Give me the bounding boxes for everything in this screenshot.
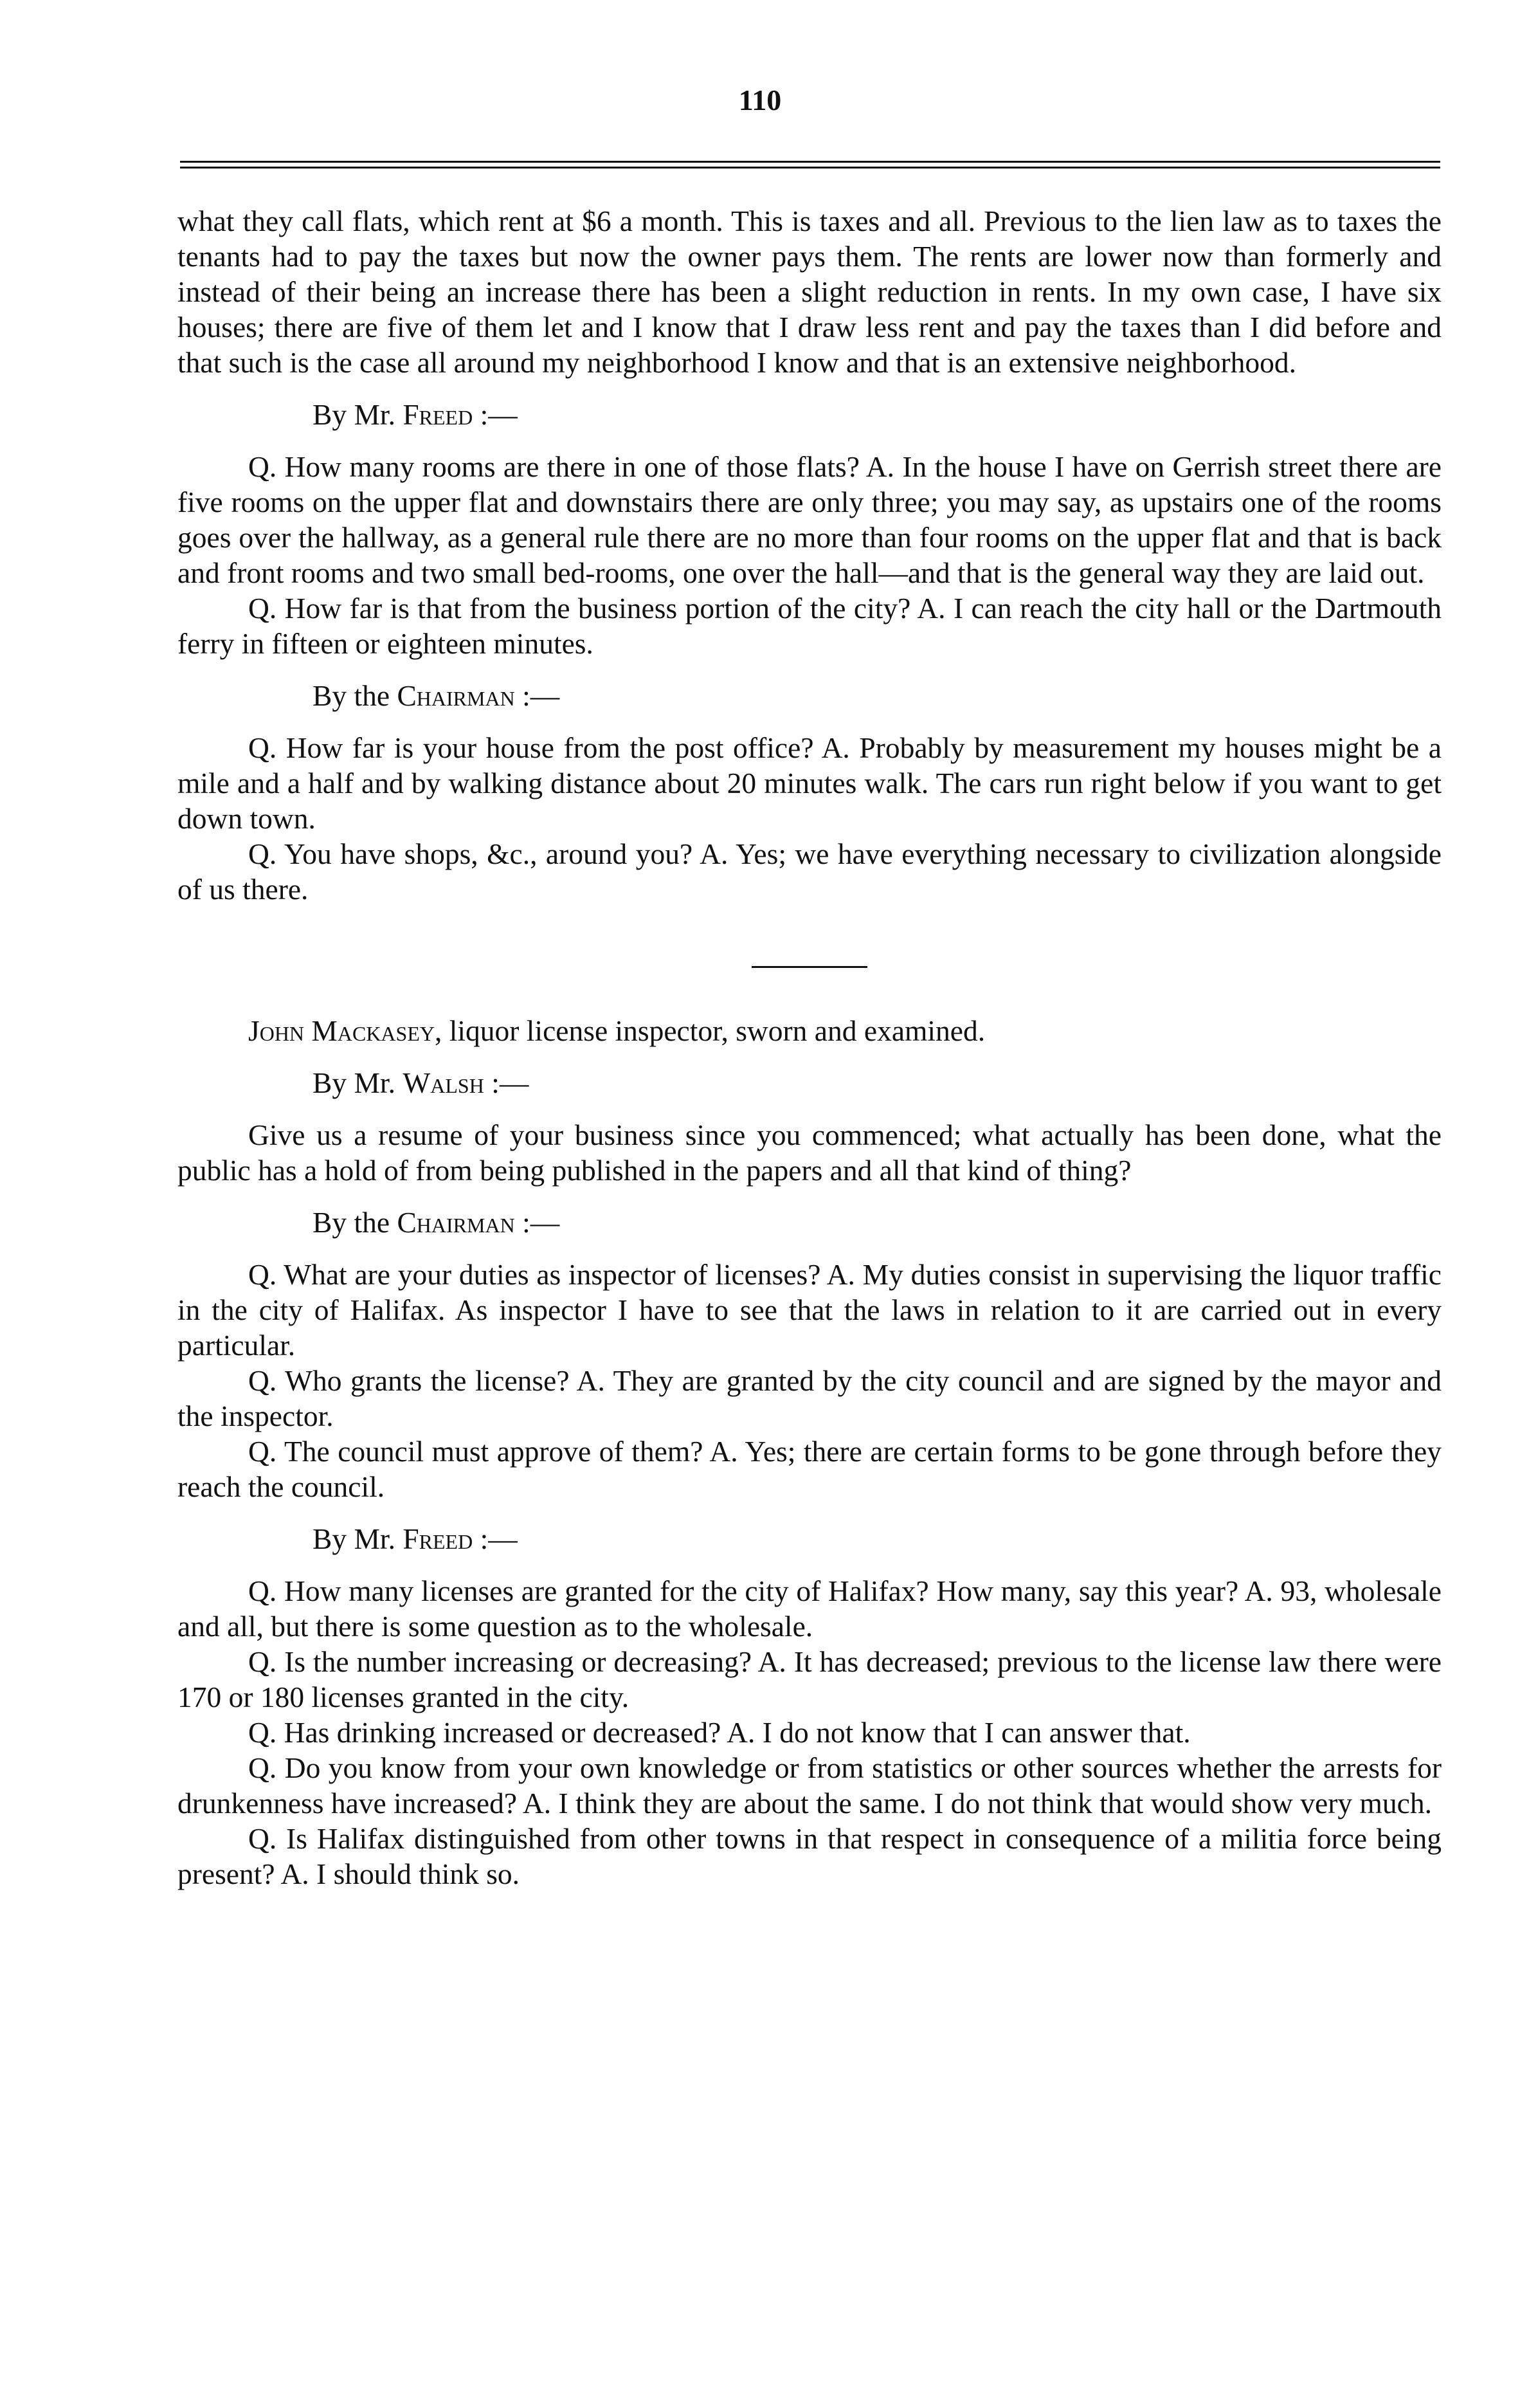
speaker-suffix: :— (473, 1522, 518, 1555)
speaker-suffix: :— (473, 398, 518, 431)
speaker-prefix: By the (312, 679, 397, 712)
qa-paragraph: Q. How far is your house from the post office? A. Probably by measurement my houses might be a mile and a half and by walking distance about 20 minutes walk. The cars run right below if you want to get down town. (177, 731, 1442, 835)
header-double-rule (180, 161, 1440, 169)
speaker-name: Walsh (403, 1066, 484, 1099)
witness-description: , liquor license inspector, sworn and examined. (435, 1014, 986, 1047)
qa-paragraph: Q. Do you know from your own knowledge or from statistics or other sources whether the arrests for drunkenness have increased? A. I think they are about the same. I do not think that would show very much. (177, 1751, 1442, 1820)
speaker-suffix: :— (514, 1206, 560, 1239)
speaker-heading-chairman (177, 1205, 1442, 1240)
speaker-heading-freed (177, 397, 1442, 432)
qa-paragraph: Q. Is the number increasing or decreasing? A. It has decreased; previous to the license law there were 170 or 180 licenses granted in the city. (177, 1645, 1442, 1713)
speaker-prefix: By Mr. (312, 398, 403, 431)
section-divider (752, 966, 867, 968)
qa-paragraph: Q. You have shops, &c., around you? A. Yes; we have everything necessary to civilization alongside of us there. (177, 837, 1442, 906)
speaker-name: Chairman (397, 1206, 515, 1239)
qa-paragraph: Q. How many rooms are there in one of those flats? A. In the house I have on Gerrish street there are five rooms on the upper flat and downstairs there are only three; you may say, as upstairs one of the rooms goes over the hallway, as a general rule there are no more than four rooms on the upper flat and that is back and front rooms and two small bed-rooms, one over the hall—and that is the general way they are laid out. (177, 450, 1442, 589)
speaker-heading-freed (177, 1521, 1442, 1556)
speaker-heading-walsh (177, 1065, 1442, 1100)
speaker-suffix: :— (514, 679, 560, 712)
speaker-name: Freed (403, 1522, 473, 1555)
witness-line (177, 1013, 1442, 1048)
speaker-suffix: :— (484, 1066, 529, 1099)
speaker-heading-chairman (177, 678, 1442, 713)
qa-paragraph: Q. What are your duties as inspector of licenses? A. My duties consist in supervising the liquor traffic in the city of Halifax. As inspector I have to see that the laws in relation to it are carried out in every particular. (177, 1258, 1442, 1362)
qa-paragraph: Q. How many licenses are granted for the city of Halifax? How many, say this year? A. 93, wholesale and all, but there is some question as to the wholesale. (177, 1574, 1442, 1643)
qa-paragraph: Q. Who grants the license? A. They are granted by the city council and are signed by the mayor and the inspector. (177, 1364, 1442, 1432)
speaker-prefix: By Mr. (312, 1066, 403, 1099)
speaker-prefix: By the (312, 1206, 397, 1239)
body-text (177, 203, 1442, 1892)
qa-paragraph: Q. Has drinking increased or decreased? A. I do not know that I can answer that. (248, 1716, 1191, 1749)
question-paragraph: Give us a resume of your business since you commenced; what actually has been done, what the public has a hold of from being published in the papers and all that kind of thing? (177, 1118, 1442, 1187)
speaker-name: Chairman (397, 679, 515, 712)
paragraph-continuation: what they call flats, which rent at $6 a month. This is taxes and all. Previous to the lien law as to taxes the tenants had to pay the taxes but now the owner pays them. The rents are lower now than formerly and instead of their being an increase there has been a slight reduction in rents. In my own case, I have six houses; there are five of them let and I know that I draw less rent and pay the taxes than I did before and that such is the case all around my neighborhood I know and that is an extensive neighborhood. (177, 205, 1442, 379)
qa-paragraph: Q. How far is that from the business portion of the city? A. I can reach the city hall or the Dartmouth ferry in fifteen or eighteen minutes. (177, 592, 1442, 660)
witness-name: John Mackasey (248, 1014, 435, 1047)
qa-paragraph: Q. Is Halifax distinguished from other towns in that respect in consequence of a militia force being present? A. I should think so. (177, 1822, 1442, 1890)
page-number: 110 (738, 84, 782, 116)
speaker-name: Freed (403, 398, 473, 431)
speaker-prefix: By Mr. (312, 1522, 403, 1555)
qa-paragraph: Q. The council must approve of them? A. Yes; there are certain forms to be gone through before they reach the council. (177, 1435, 1442, 1503)
